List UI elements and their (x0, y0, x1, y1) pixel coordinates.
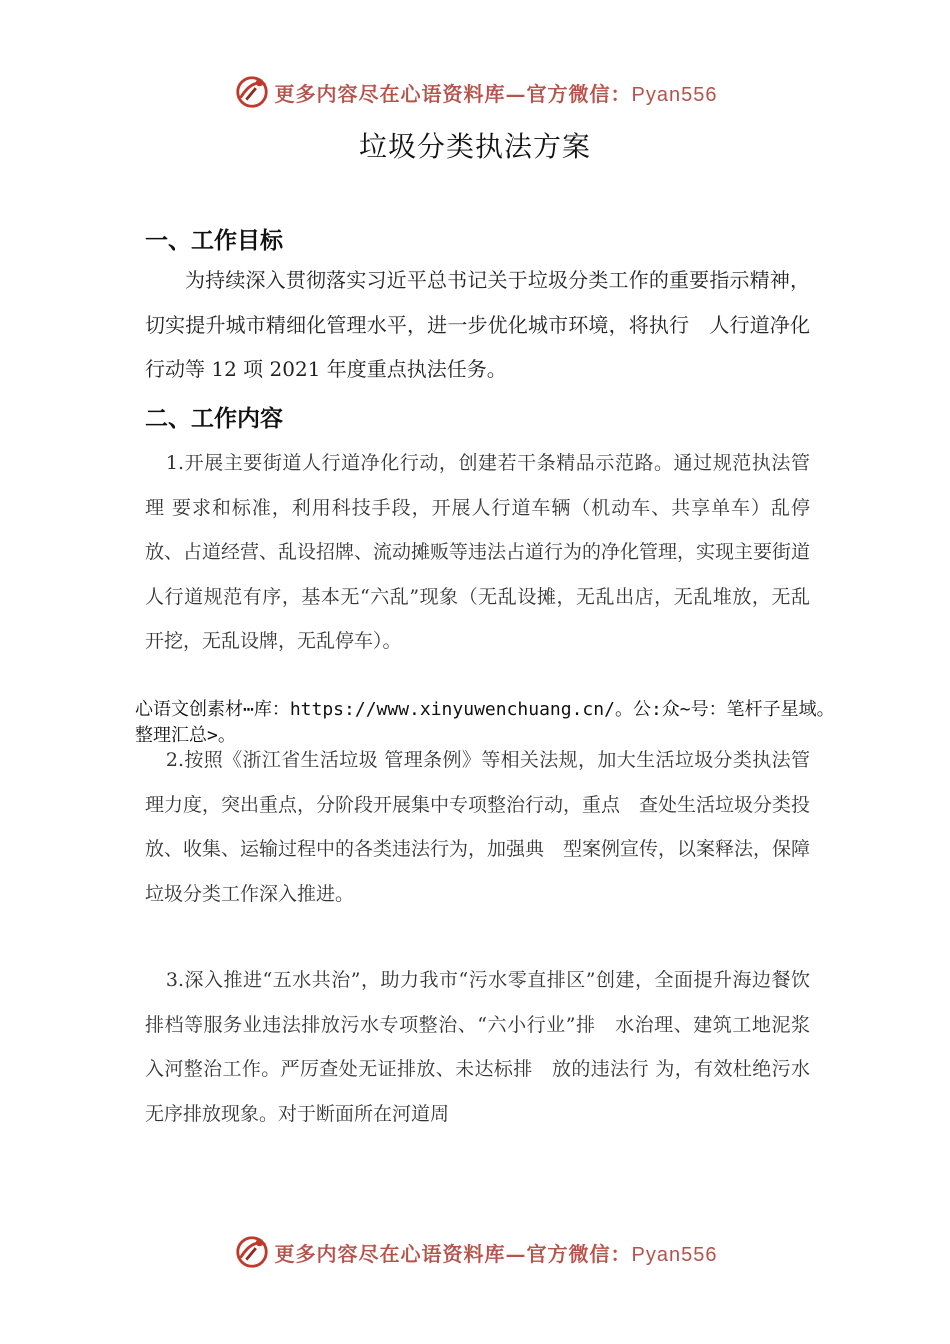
banner-text: 更多内容尽在心语资料库—官方微信：Pyan556 (274, 1241, 718, 1266)
banner-wechat-id: Pyan556 (631, 83, 718, 106)
brand-logo-icon (233, 1233, 271, 1271)
section-heading-content: 二、工作内容 (145, 406, 283, 432)
paragraph-item-3: 3.深入推进“五水共治”，助力我市“污水零直排区”创建，全面提升海边餐饮排档等服务业违法排放污水专项整治、“六小行业”排 水治理、建筑工地泥浆入河整治工作。严厉查处无证排放、未达标排 放的违法行 为，有效杜绝污水无序排放现象。对于断面所在河道周 (145, 969, 810, 1125)
banner-text: 更多内容尽在心语资料库—官方微信：Pyan556 (274, 81, 718, 106)
footer-banner (0, 1232, 950, 1272)
section-heading-goal: 一、工作目标 (145, 228, 283, 254)
document-title: 垃圾分类执法方案 (358, 130, 591, 163)
paragraph-item-2: 2.按照《浙江省生活垃圾 管理条例》等相关法规，加大生活垃圾分类执法管理力度，突出重点，分阶段开展集中专项整治行动，重点 查处生活垃圾分类投放、收集、运输过程中的各类违法行为，加强典 型案例宣传，以案释法，保障垃圾分类工作深入推进。 (145, 749, 811, 905)
header-banner (0, 72, 950, 112)
brand-logo-icon (233, 73, 271, 111)
watermark-text: 心语文创素材⋯库：https://www.xinyuwenchuang.cn/。公:众~号：笔杆子星域。整理汇总>。 (135, 699, 835, 746)
paragraph-item-1: 1.开展主要街道人行道净化行动，创建若干条精品示范路。通过规范执法管理 要求和标准，利用科技手段，开展人行道车辆（机动车、共享单车）乱停放、占道经营、乱设招牌、流动摊贩等违法占道行为的净化管理，实现主要街道人行道规范有序，基本无“六乱”现象（无乱设摊，无乱出店，无乱堆放，无乱开挖，无乱设牌，无乱停车）。 (145, 452, 811, 652)
banner-wechat-id: Pyan556 (631, 1243, 718, 1266)
paragraph-goal: 为持续深入贯彻落实习近平总书记关于垃圾分类工作的重要指示精神，切实提升城市精细化管理水平，进一步优化城市环境，将执行 人行道净化行动等 12 项 2021 年度重点执法任务。 (145, 268, 810, 381)
